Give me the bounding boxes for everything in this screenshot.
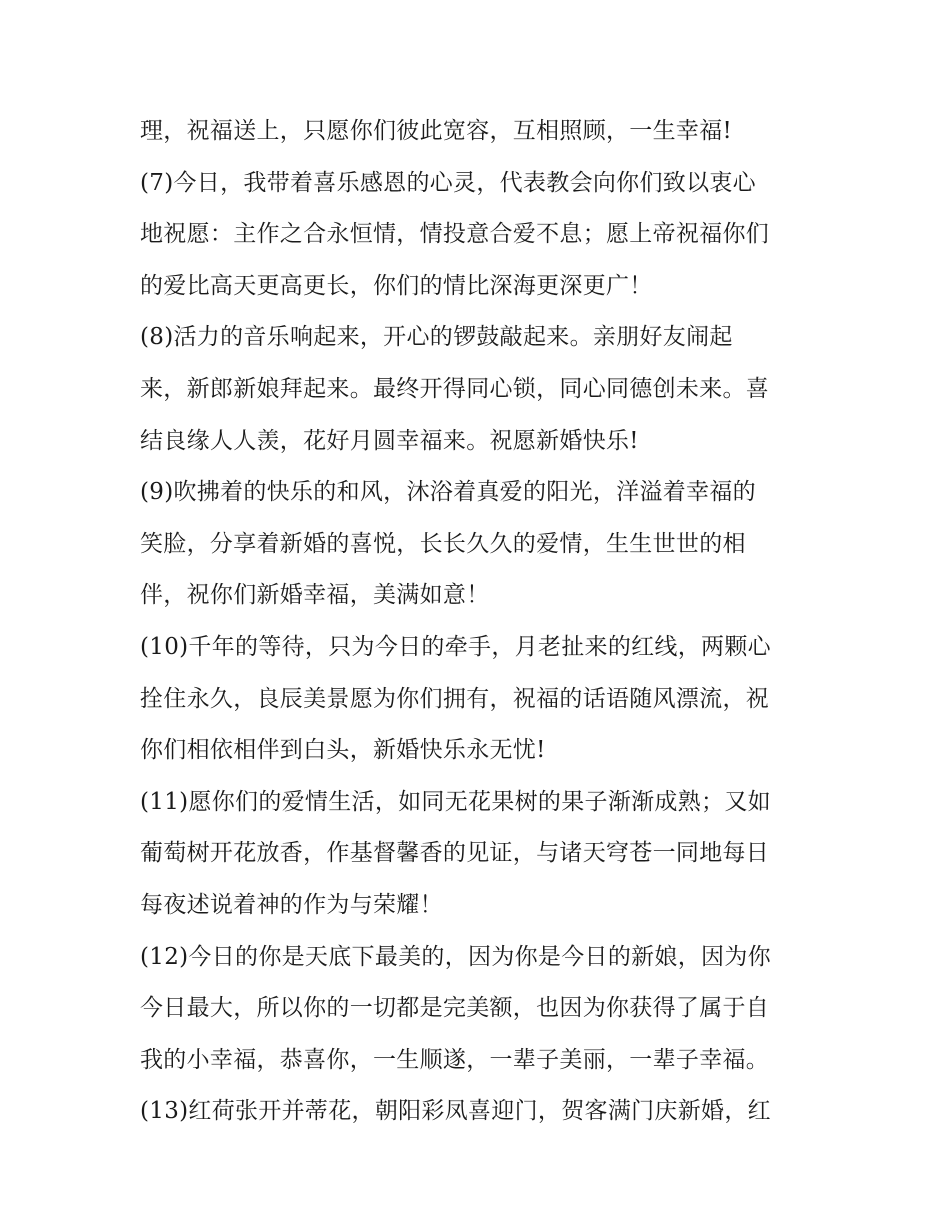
body-text — [140, 106, 820, 1138]
text-line: (11)愿你们的爱情生活，如同无花果树的果子渐渐成熟；又如 — [140, 788, 771, 815]
text-line: 地祝愿：主作之合永恒情，情投意合爱不息；愿上帝祝福你们 — [140, 221, 770, 248]
text-line: 来，新郎新娘拜起来。最终开得同心锁，同心同德创未来。喜 — [140, 375, 770, 402]
text-line: 今日最大，所以你的一切都是完美额，也因为你获得了属于自 — [140, 995, 770, 1022]
text-line: 理，祝福送上，只愿你们彼此宽容，互相照顾，一生幸福! — [140, 118, 733, 144]
text-line: 伴，祝你们新婚幸福，美满如意！ — [140, 582, 490, 609]
text-line: 我的小幸福，恭喜你，一生顺遂，一辈子美丽，一辈子幸福。 — [140, 1046, 770, 1073]
text-line: 每夜述说着神的作为与荣耀！ — [140, 891, 443, 918]
text-line: 笑脸，分享着新婚的喜悦，长长久久的爱情，生生世世的相 — [140, 530, 746, 557]
text-line: 葡萄树开花放香，作基督馨香的见证，与诸天穹苍一同地每日 — [140, 840, 770, 867]
text-line: (13)红荷张开并蒂花，朝阳彩凤喜迎门，贺客满门庆新婚，红 — [140, 1098, 771, 1125]
text-line: 你们相依相伴到白头，新婚快乐永无忧! — [140, 737, 546, 764]
text-line: (12)今日的你是天底下最美的，因为你是今日的新娘，因为你 — [140, 943, 771, 970]
text-line: 拴住永久，良辰美景愿为你们拥有，祝福的话语随风漂流，祝 — [140, 685, 770, 712]
text-line: (8)活力的音乐响起来，开心的锣鼓敲起来。亲朋好友闹起 — [140, 324, 733, 351]
text-line: (7)今日，我带着喜乐感恩的心灵，代表教会向你们致以衷心 — [140, 169, 756, 196]
text-line: 结良缘人人羡，花好月圆幸福来。祝愿新婚快乐! — [140, 427, 639, 454]
text-line: 的爱比高天更高更长，你们的情比深海更深更广！ — [140, 272, 653, 299]
text-line: (9)吹拂着的快乐的和风，沐浴着真爱的阳光，洋溢着幸福的 — [140, 479, 756, 506]
text-line: (10)千年的等待，只为今日的牵手，月老扯来的红线，两颗心 — [140, 633, 771, 660]
